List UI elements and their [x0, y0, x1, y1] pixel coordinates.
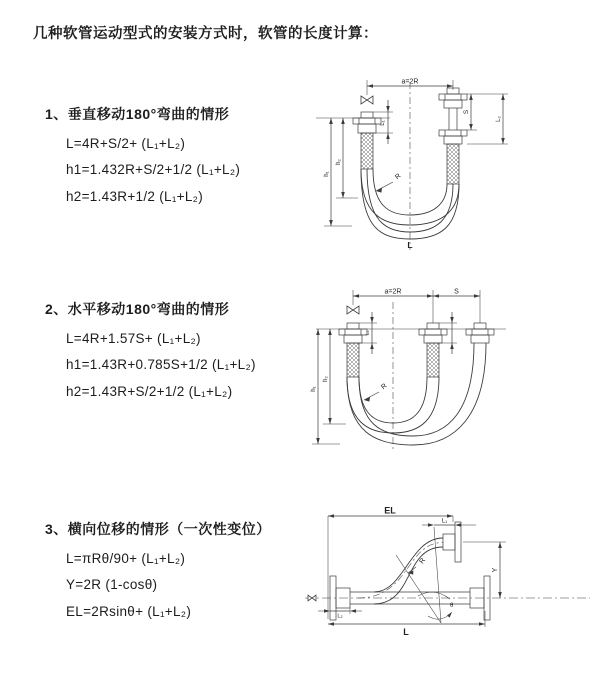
fixed-end-icon — [361, 96, 373, 104]
formula-h1: h1=1.432R+S/2+1/2 (L₁+L₂) — [66, 162, 241, 177]
left-flange-assembly — [339, 323, 367, 377]
section-1-heading: 1、垂直移动180°弯曲的情形 — [45, 106, 230, 122]
angle-label-theta: θ — [450, 603, 454, 609]
dimension-l2 — [318, 608, 362, 620]
dim-label-l: L — [403, 627, 409, 637]
radius-leader — [364, 383, 388, 402]
formula-l: L=4R+S/2+ (L₁+L₂) — [66, 135, 186, 151]
dim-label-s: S — [454, 288, 459, 296]
section-lateral-displacement — [45, 519, 271, 619]
dimension-y — [463, 542, 506, 598]
page-title: 几种软管运动型式的安装方式时，软管的长度计算： — [33, 26, 378, 42]
formula-y: Y=2R (1-cosθ) — [66, 577, 158, 592]
dim-label-l1: L₁ — [380, 120, 386, 126]
braided-hose-section — [447, 144, 459, 184]
dimension-a2r — [353, 289, 433, 298]
formula-h2: h2=1.43R+S/2+1/2 (L₁+L₂) — [66, 383, 233, 399]
dim-label-y: Y — [492, 567, 499, 573]
radius-leader — [376, 173, 402, 193]
dimension-l1 — [373, 100, 393, 144]
dimension-h1 — [311, 329, 340, 444]
formula-h2: h2=1.43R+1/2 (L₁+L₂) — [66, 188, 204, 204]
hose-u-bend — [347, 343, 486, 445]
dim-label-r: R — [380, 382, 389, 392]
dim-label-r: R — [418, 557, 428, 566]
dim-label-l: L — [407, 240, 413, 250]
section-3-heading: 3、横向位移的情形（一次性变位） — [45, 521, 271, 537]
section-2-heading: 2、水平移动180°弯曲的情形 — [45, 301, 230, 317]
dim-label-el: EL — [384, 505, 396, 516]
right-flange-assembly — [439, 88, 467, 184]
angle-construction — [396, 527, 454, 623]
braided-hose-section — [427, 343, 439, 377]
dimension-el — [328, 506, 453, 620]
dimension-h1 — [324, 118, 352, 226]
braided-hose-section — [361, 133, 373, 169]
dim-label-l1: L₁ — [364, 330, 371, 336]
dim-label-l1: L₁ — [441, 518, 448, 525]
dimension-l1 — [422, 519, 476, 527]
dimension-s — [463, 94, 473, 130]
dimension-h2 — [336, 118, 358, 198]
dimension-end-length — [439, 312, 457, 354]
fixed-end-icon — [347, 306, 359, 314]
dimension-l — [328, 611, 485, 637]
braided-hose-section — [347, 343, 359, 377]
formula-l: L=πRθ/90+ (L₁+L₂) — [66, 550, 186, 566]
dim-label-h2: h₂ — [336, 159, 342, 165]
dim-label-l2: L₂ — [337, 613, 343, 620]
dimension-s — [433, 289, 480, 298]
dim-label-h2: h₂ — [323, 376, 329, 382]
dim-label-r: R — [394, 172, 403, 182]
dim-label-h1: h₁ — [324, 171, 330, 177]
dim-label-l2: L₂ — [496, 116, 502, 122]
formula-l: L=4R+1.57S+ (L₁+L₂) — [66, 330, 201, 346]
diagram-lateral-displacement — [300, 503, 595, 655]
dimension-h2 — [323, 329, 346, 424]
dim-label-a2r: a=2R — [401, 78, 419, 86]
diagram-horizontal-180-bend — [310, 284, 512, 470]
diagram-vertical-180-bend — [310, 74, 516, 260]
moved-flange-assembly — [466, 323, 494, 343]
middle-flange-assembly — [419, 323, 447, 377]
fixed-end-icon — [308, 595, 316, 601]
dim-label-s: S — [463, 109, 470, 115]
dim-label-h1: h₁ — [311, 386, 317, 392]
formula-el: EL=2Rsinθ+ (L₁+L₂) — [66, 603, 192, 619]
left-flange-assembly — [353, 112, 381, 169]
section-vertical-move — [45, 104, 240, 204]
formula-h1: h1=1.43R+0.785S+1/2 (L₁+L₂) — [66, 357, 256, 372]
dim-label-a2r: a=2R — [384, 288, 402, 296]
dimension-l2 — [496, 94, 505, 144]
section-horizontal-move — [45, 299, 256, 399]
dimension-l1 — [359, 312, 377, 354]
